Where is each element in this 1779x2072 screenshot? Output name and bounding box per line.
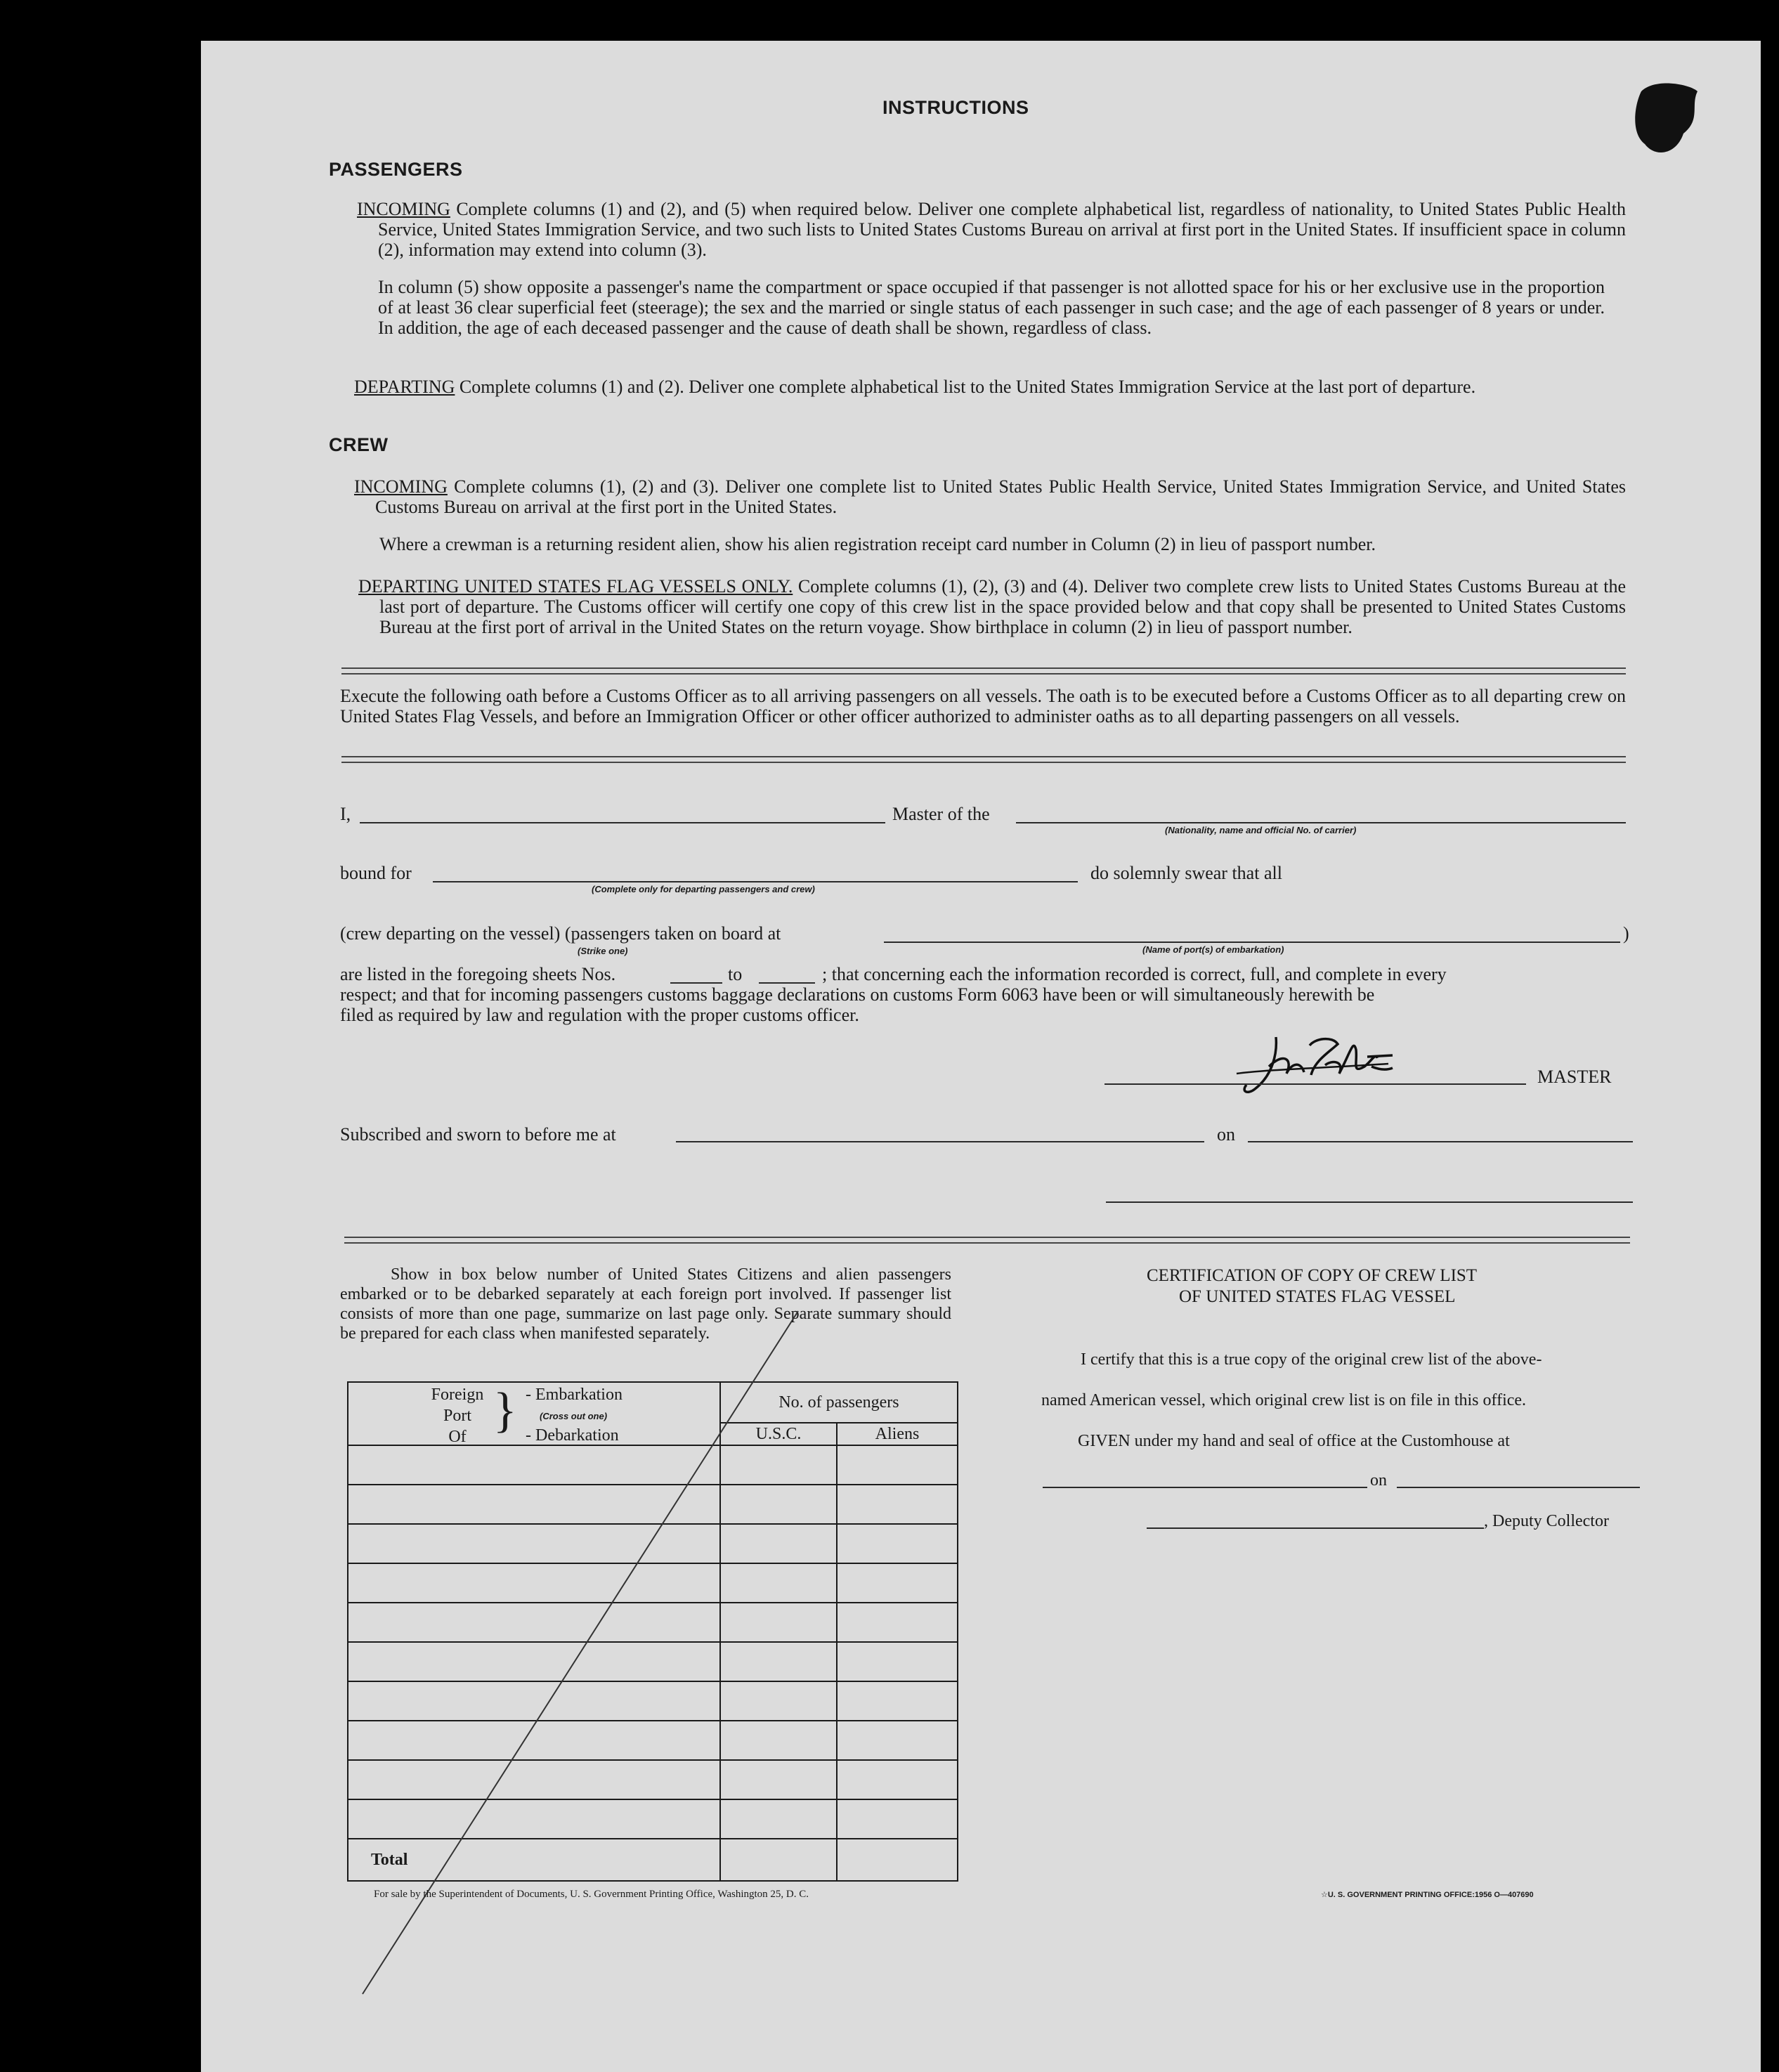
page-title: INSTRUCTIONS bbox=[882, 97, 1029, 118]
ink-blot bbox=[1627, 77, 1705, 162]
document-page bbox=[201, 41, 1761, 2072]
crew-departing-text: Complete columns (1), (2), (3) and (4). Deliver two complete crew lists to United States Customs Bureau at the last port of departure. The Customs officer will certify one copy of this crew list in the space provided below and that copy shall be presented to United States Customs Bureau at the first port of arrival in the United States on the return voyage. Show birthplace in column (2) in lieu of passport number. bbox=[379, 576, 1627, 637]
bound-for-label: bound for bbox=[340, 863, 412, 883]
crew-departing-label: DEPARTING UNITED STATES FLAG VESSELS ONLY. bbox=[358, 576, 793, 597]
crew-departing-label: (crew departing on the vessel) (passengers taken on board at bbox=[340, 923, 781, 944]
master-signature bbox=[1227, 1024, 1395, 1102]
embarkation-label: - Embarkation bbox=[526, 1386, 623, 1404]
passengers-departing-label: DEPARTING bbox=[354, 377, 455, 397]
listed-to-label: to bbox=[728, 964, 743, 984]
certification-line-1: I certify that this is a true copy of the original crew list of the above- bbox=[1081, 1350, 1542, 1369]
sale-notice: For sale by the Superintendent of Documents, U. S. Government Printing Office, Washington 25, D. C. bbox=[374, 1889, 809, 1900]
sworn-place-field[interactable] bbox=[676, 1141, 1204, 1142]
gpo-imprint: ☆U. S. GOVERNMENT PRINTING OFFICE:1956 O—407690 bbox=[1321, 1891, 1534, 1899]
bound-for-field[interactable] bbox=[433, 881, 1078, 882]
certification-title-2: OF UNITED STATES FLAG VESSEL bbox=[1179, 1287, 1456, 1306]
passengers-incoming-label: INCOMING bbox=[357, 199, 450, 219]
certification-on-label: on bbox=[1370, 1471, 1387, 1490]
cross-out-caption: (Cross out one) bbox=[540, 1411, 608, 1421]
certification-line-3: GIVEN under my hand and seal of office at the Customhouse at bbox=[1078, 1432, 1510, 1450]
crew-incoming-text: Complete columns (1), (2) and (3). Deliver one complete list to United States Public Health Service, United States Immigration Service, and United States Customs Bureau on arrival at the first port in the United States. bbox=[375, 476, 1627, 517]
usc-header: U.S.C. bbox=[720, 1423, 837, 1445]
complete-caption: (Complete only for departing passengers and crew) bbox=[592, 884, 815, 894]
divider bbox=[344, 1237, 1630, 1244]
aliens-cell[interactable] bbox=[837, 1642, 958, 1681]
listed-text-4: filed as required by law and regulation with the proper customs officer. bbox=[340, 1005, 859, 1025]
listed-text-3: respect; and that for incoming passengers customs baggage declarations on customs Form 6063 have been or will simultaneously herewith be bbox=[340, 984, 1375, 1005]
certification-line-2: named American vessel, which original crew list is on file in this office. bbox=[1041, 1391, 1527, 1409]
crew-incoming-label: INCOMING bbox=[354, 476, 448, 497]
passengers-departing-instruction bbox=[354, 377, 1626, 397]
crew-incoming-instruction bbox=[354, 476, 1626, 517]
listed-text-1: are listed in the foregoing sheets Nos. bbox=[340, 964, 616, 984]
sworn-date-field[interactable] bbox=[1248, 1141, 1633, 1142]
close-paren: ) bbox=[1623, 923, 1629, 944]
officer-signature-field[interactable] bbox=[1106, 1201, 1633, 1203]
certification-title-1: CERTIFICATION OF COPY OF CREW LIST bbox=[1147, 1266, 1478, 1285]
aliens-cell[interactable] bbox=[837, 1681, 958, 1721]
sworn-on-label: on bbox=[1217, 1124, 1235, 1145]
aliens-cell[interactable] bbox=[837, 1603, 958, 1642]
brace-glyph: } bbox=[493, 1383, 517, 1438]
aliens-cell[interactable] bbox=[837, 1721, 958, 1760]
aliens-cell[interactable] bbox=[837, 1563, 958, 1603]
certification-date-field[interactable] bbox=[1397, 1487, 1640, 1488]
crew-departing-instruction bbox=[358, 576, 1626, 637]
strike-caption: (Strike one) bbox=[578, 946, 628, 956]
no-passengers-header: No. of passengers bbox=[720, 1382, 958, 1423]
sheet-to-field[interactable] bbox=[759, 982, 815, 984]
passengers-heading: PASSENGERS bbox=[329, 159, 463, 180]
carrier-field[interactable] bbox=[1016, 822, 1626, 823]
passengers-incoming-column5: In column (5) show opposite a passenger's name the compartment or space occupied if that passenger is not allotted space for his or her exclusive use in the proportion of at least 36 clear superficial feet (steerage); the sex and the married or single status of each passenger in such case; and the age of each passenger of 8 years or under. In addition, the age of each deceased passenger and the cause of death shall be shown, regardless of class. bbox=[378, 277, 1605, 338]
aliens-cell[interactable] bbox=[837, 1485, 958, 1524]
master-of-the-label: Master of the bbox=[892, 804, 990, 824]
nationality-caption: (Nationality, name and official No. of carrier) bbox=[1165, 825, 1357, 835]
master-label: MASTER bbox=[1537, 1067, 1612, 1087]
deputy-collector-label: , Deputy Collector bbox=[1484, 1512, 1609, 1530]
deputy-collector-field[interactable] bbox=[1147, 1527, 1484, 1529]
of-label: Of bbox=[448, 1428, 467, 1446]
customhouse-field[interactable] bbox=[1043, 1487, 1367, 1488]
passengers-incoming-text: Complete columns (1) and (2), and (5) when required below. Deliver one complete alphabetical list, regardless of nationality, to United States Public Health Service, United States Immigration Service, and two such lists to United States Customs Bureau on arrival at first port in the United States. If insufficient space in column (2), information may extend into column (3). bbox=[378, 199, 1626, 260]
port-embarkation-field[interactable] bbox=[884, 941, 1620, 943]
total-label: Total bbox=[348, 1839, 720, 1881]
divider bbox=[341, 667, 1626, 675]
aliens-cell[interactable] bbox=[837, 1760, 958, 1799]
oath-instruction: Execute the following oath before a Customs Officer as to all arriving passengers on all vessels. The oath is to be executed before a Customs Officer as to all departing crew on United States Flag Vessels, and before an Immigration Officer or other officer authorized to administer oaths as to all departing passengers on all vessels. bbox=[340, 686, 1626, 726]
crew-incoming-resident-alien: Where a crewman is a returning resident alien, show his alien registration receipt card number in Column (2) in lieu of passport number. bbox=[379, 534, 1376, 554]
passengers-incoming-instruction bbox=[357, 199, 1626, 260]
crew-heading: CREW bbox=[329, 434, 389, 455]
aliens-cell[interactable] bbox=[837, 1524, 958, 1563]
master-name-field[interactable] bbox=[360, 822, 885, 823]
debarkation-label: - Debarkation bbox=[526, 1426, 619, 1445]
listed-text-2: ; that concerning each the information recorded is correct, full, and complete in every bbox=[822, 964, 1447, 984]
aliens-header: Aliens bbox=[837, 1423, 958, 1445]
swear-label: do solemnly swear that all bbox=[1090, 863, 1282, 883]
aliens-cell[interactable] bbox=[837, 1445, 958, 1485]
sheet-from-field[interactable] bbox=[670, 982, 722, 984]
port-label: Port bbox=[443, 1407, 471, 1425]
foreign-label: Foreign bbox=[431, 1386, 484, 1404]
passengers-departing-text: Complete columns (1) and (2). Deliver one complete alphabetical list to the United States Immigration Service at the last port of departure. bbox=[459, 377, 1476, 397]
aliens-cell[interactable] bbox=[837, 1799, 958, 1839]
summary-instruction: Show in box below number of United States Citizens and alien passengers embarked or to be debarked separately at each foreign port involved. If passenger list consists of more than one page, summarize on last page only. Separate summary should be prepared for each class when manifested separately. bbox=[340, 1265, 951, 1343]
oath-i: I, bbox=[340, 804, 351, 824]
divider bbox=[341, 756, 1626, 763]
master-signature-line bbox=[1104, 1083, 1526, 1085]
subscribed-label: Subscribed and sworn to before me at bbox=[340, 1124, 616, 1145]
total-aliens-cell[interactable] bbox=[837, 1839, 958, 1881]
port-caption: (Name of port(s) of embarkation) bbox=[1142, 944, 1284, 955]
